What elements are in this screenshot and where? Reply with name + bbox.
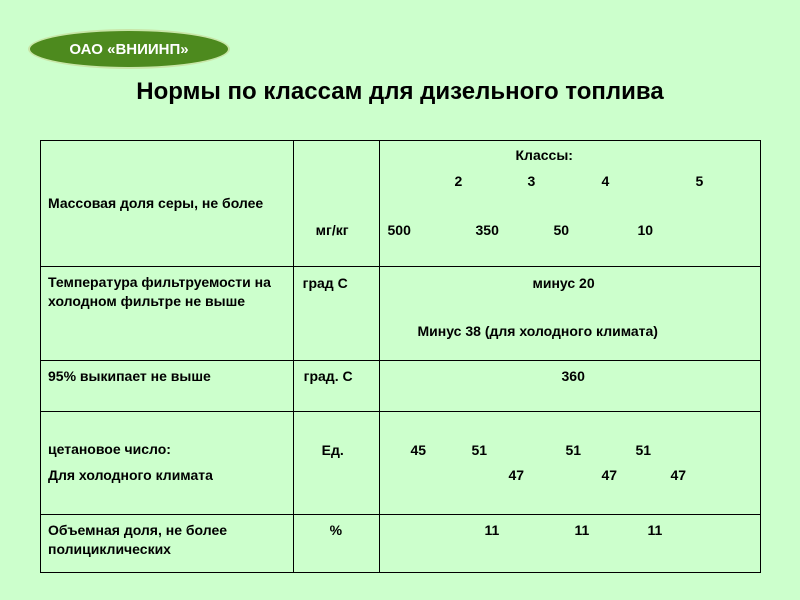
unit-cell xyxy=(293,361,379,412)
class-number: 2 xyxy=(454,173,463,189)
table-row xyxy=(41,515,761,573)
value-cell xyxy=(379,361,760,412)
table-row xyxy=(41,361,761,412)
polycyclic-value: 11 xyxy=(647,522,663,538)
distillation-label: 95% выкипает не выше xyxy=(48,368,211,384)
row-label-cell xyxy=(41,412,294,515)
cetane-value: 45 xyxy=(410,442,427,458)
norms-table xyxy=(40,140,761,573)
distillation-value: 360 xyxy=(561,368,585,384)
table-row xyxy=(41,267,761,361)
filterability-value: минус 20 xyxy=(532,275,595,291)
sulfur-value: 10 xyxy=(637,222,654,238)
sulfur-label: Массовая доля серы, не более xyxy=(48,195,264,211)
sulfur-value: 350 xyxy=(475,222,499,238)
value-cell xyxy=(379,515,760,573)
row-label-cell xyxy=(41,267,294,361)
class-number: 3 xyxy=(527,173,536,189)
distillation-unit: град. С xyxy=(303,368,353,384)
row-label-cell xyxy=(41,141,294,267)
table-row xyxy=(41,412,761,515)
value-cell xyxy=(379,141,760,267)
classes-header: Классы: xyxy=(515,147,573,163)
polycyclic-label: Объемная доля, не более полициклических xyxy=(48,522,228,557)
cetane-label: цетановое число: xyxy=(48,441,171,457)
cetane-cold-value: 47 xyxy=(508,467,525,483)
cetane-cold-value: 47 xyxy=(601,467,618,483)
unit-cell xyxy=(293,267,379,361)
polycyclic-value: 11 xyxy=(484,522,500,538)
cetane-cold-value: 47 xyxy=(670,467,687,483)
class-number: 5 xyxy=(695,173,704,189)
sulfur-value: 500 xyxy=(387,222,411,238)
value-cell xyxy=(379,412,760,515)
row-label-cell xyxy=(41,515,294,573)
polycyclic-value: 11 xyxy=(574,522,590,538)
unit-cell xyxy=(293,515,379,573)
table-row xyxy=(41,141,761,267)
organization-badge: ОАО «ВНИИНП» xyxy=(28,29,230,69)
sulfur-value: 50 xyxy=(553,222,570,238)
cetane-cold-label: Для холодного климата xyxy=(48,467,213,483)
value-cell xyxy=(379,267,760,361)
unit-cell xyxy=(293,412,379,515)
cetane-value: 51 xyxy=(565,442,582,458)
class-number: 4 xyxy=(601,173,610,189)
row-label-cell xyxy=(41,361,294,412)
cetane-unit: Ед. xyxy=(321,442,344,458)
page-title: Нормы по классам для дизельного топлива xyxy=(136,78,664,105)
polycyclic-unit: % xyxy=(329,522,343,538)
filterability-label: Температура фильтруемости на холодном фильтре не выше xyxy=(48,274,271,309)
unit-cell xyxy=(293,141,379,267)
filterability-unit: град С xyxy=(302,275,348,291)
cetane-value: 51 xyxy=(471,442,488,458)
sulfur-unit: мг/кг xyxy=(315,222,349,238)
cetane-value: 51 xyxy=(635,442,652,458)
filterability-value-cold: Минус 38 (для холодного климата) xyxy=(417,323,658,339)
